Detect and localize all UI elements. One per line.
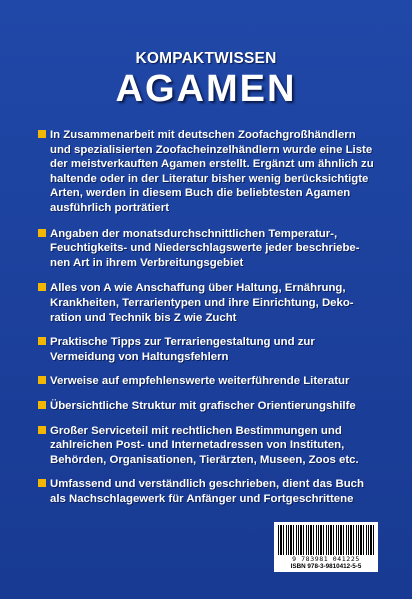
feature-text-line: als Nachschlagewerk für Anfänger und Fortgeschrittene [50, 492, 354, 505]
feature-text-line: In Zusammenarbeit mit deutschen Zoofachgroßhändlern [50, 129, 356, 141]
feature-text-line: und spezialisierten Zoofacheinzelhändlern wurde eine Liste [50, 143, 373, 156]
book-title: AGAMEN [115, 68, 297, 110]
feature-list-item [40, 128, 385, 216]
feature-text-line: ration und Technik bis Z wie Zucht [50, 311, 237, 324]
feature-text-line: Angaben der monatsdurchschnittlichen Temperatur-, [50, 227, 338, 240]
bullet-square-icon [38, 229, 46, 237]
series-title: KOMPAKTWISSEN [135, 50, 277, 67]
feature-text-line: Übersichtliche Struktur mit grafischer Orientierungshilfe [50, 399, 356, 412]
feature-list-item [40, 399, 385, 414]
feature-text-line: Krankheiten, Terrarientypen und ihre Einrichtung, Deko- [50, 296, 354, 309]
feature-list [40, 128, 385, 506]
feature-text-line: haltende oder in der Literatur bisher wenig berücksichtigte [50, 172, 369, 185]
bullet-square-icon [38, 337, 46, 345]
feature-list-item [40, 374, 385, 389]
feature-text-line: Feuchtigkeits- und Niederschlagswerte jeder beschriebe- [50, 242, 360, 255]
feature-list-item [40, 335, 385, 364]
feature-text-line: Praktische Tipps zur Terrariengestaltung und zur [50, 336, 315, 349]
feature-list-item [40, 281, 385, 325]
bullet-square-icon [38, 426, 46, 434]
barcode-digits: 9 783981 041225 [292, 555, 360, 563]
feature-list-item [40, 227, 385, 271]
bullet-square-icon [38, 479, 46, 487]
feature-text-line: der meistverkauften Agamen erstellt. Ergänzt um ähnlich zu [50, 158, 374, 171]
feature-list-item [40, 424, 385, 468]
feature-text-line: Vermeidung von Haltungsfehlern [50, 350, 229, 363]
feature-text-line: ausführlich porträtiert [50, 201, 169, 214]
bullet-square-icon [38, 130, 46, 138]
feature-list-item [40, 477, 385, 506]
feature-text-line: Umfassend und verständlich geschrieben, dient das Buch [50, 478, 364, 491]
feature-text-line: Großer Serviceteil mit rechtlichen Bestimmungen und [50, 424, 342, 437]
feature-text-line: Verweise auf empfehlenswerte weiterführende Literatur [50, 375, 350, 388]
bullet-square-icon [38, 376, 46, 384]
feature-text-line: Behörden, Organisationen, Tierärzten, Museen, Zoos etc. [50, 453, 359, 466]
bullet-square-icon [38, 401, 46, 409]
barcode-bars [278, 525, 374, 555]
barcode [274, 522, 378, 572]
feature-text-line: Arten, werden in diesem Buch die beliebtesten Agamen [50, 187, 351, 200]
bullet-square-icon [38, 283, 46, 291]
feature-text-line: Alles von A wie Anschaffung über Haltung, Ernährung, [50, 282, 346, 295]
feature-text-line: nen Art in ihrem Verbreitungsgebiet [50, 256, 244, 269]
isbn-label: ISBN 978-3-9810412-5-5 [290, 563, 362, 570]
feature-text-line: zahlreichen Post- und Internetadressen von Instituten, [50, 439, 345, 452]
